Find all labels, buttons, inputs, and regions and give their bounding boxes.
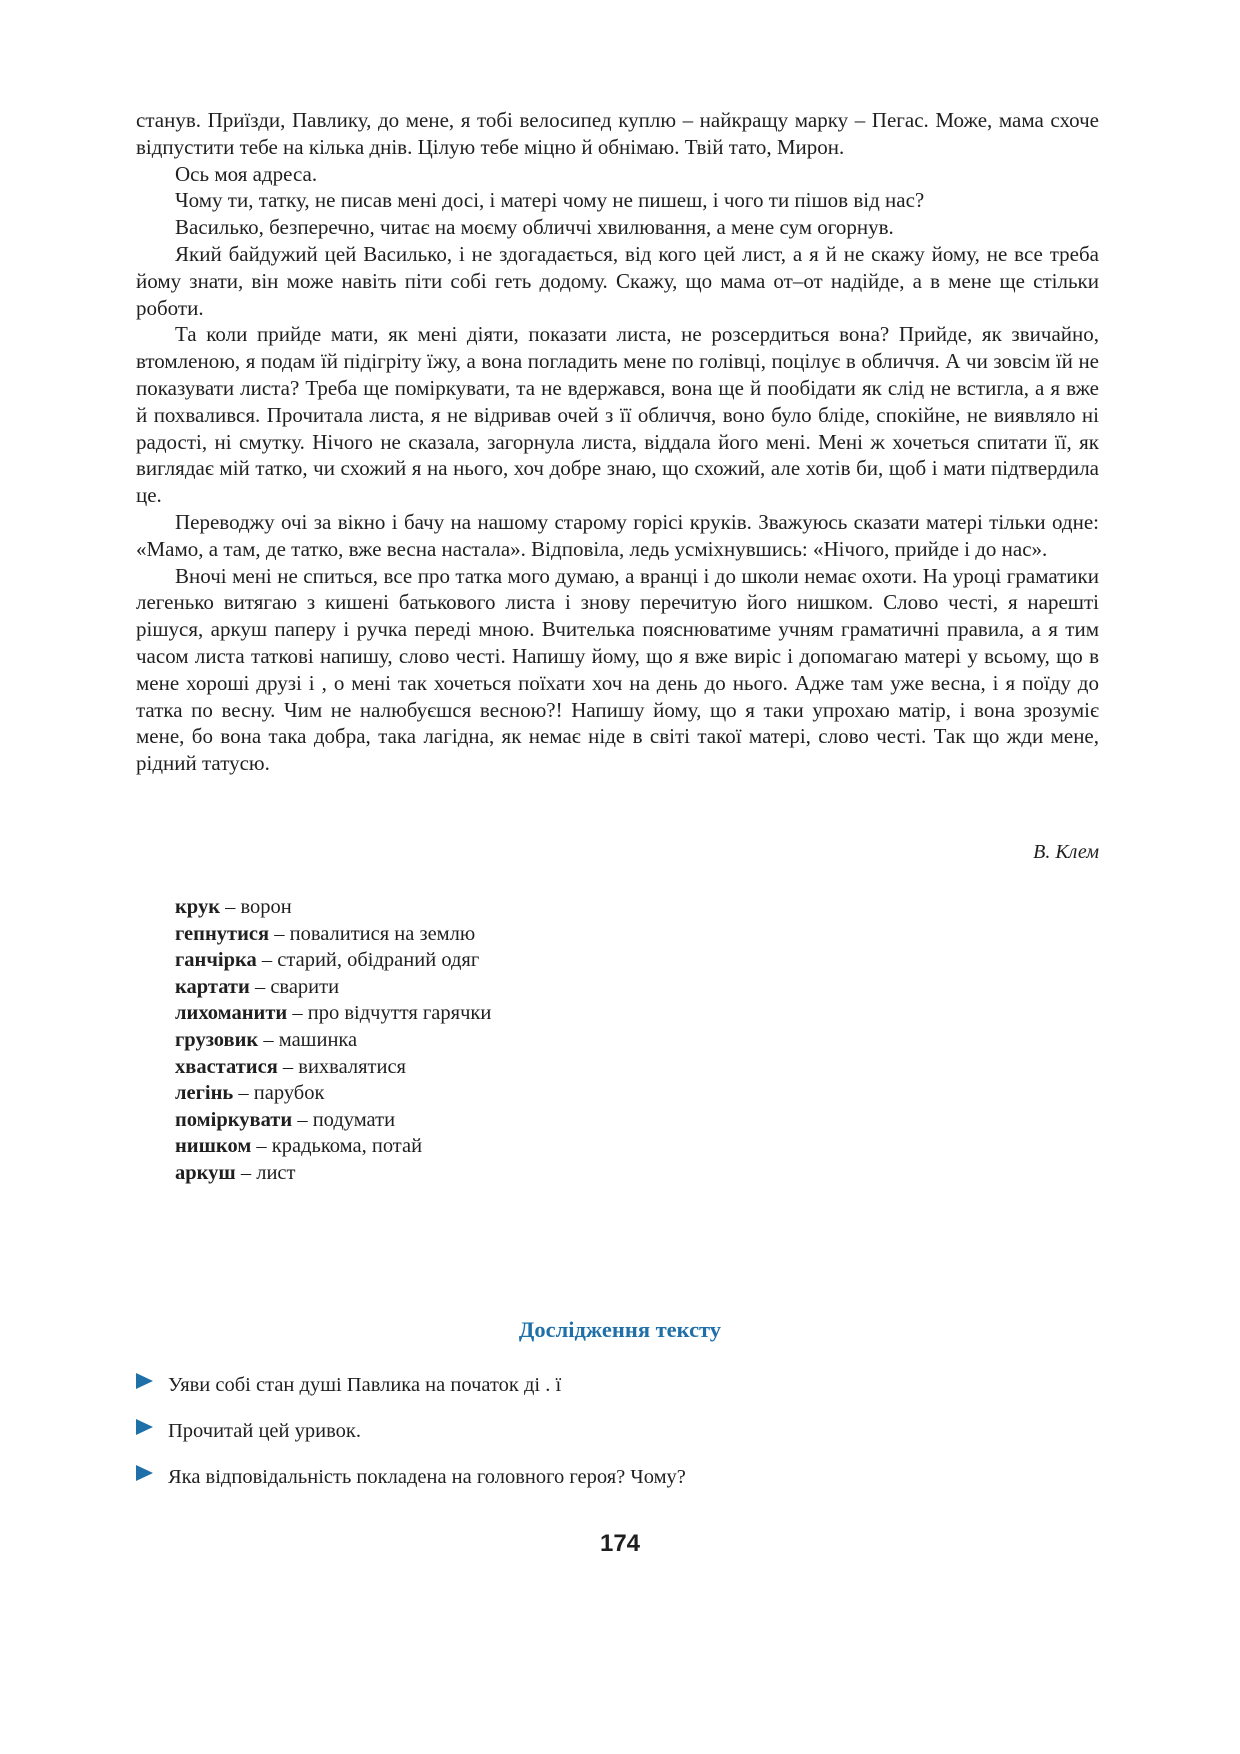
- author-signature: В. Клем: [1033, 841, 1099, 863]
- glossary-item: [175, 1027, 875, 1054]
- glossary-item: [175, 1133, 875, 1160]
- glossary-item: [175, 921, 875, 948]
- page-number: 174: [599, 1530, 641, 1557]
- glossary-item: [175, 947, 875, 974]
- glossary-term: картати: [175, 975, 250, 998]
- glossary-item: [175, 1160, 875, 1187]
- glossary-term: нишком: [175, 1135, 252, 1158]
- story-paragraph: Василько, безперечно, читає на моєму обличчі хвилювання, а мене сум огорнув.: [175, 215, 894, 240]
- task-item: [136, 1372, 1076, 1398]
- glossary-definition: – повалитися на землю: [269, 922, 476, 945]
- glossary-item: [175, 1080, 875, 1107]
- glossary-item: [175, 894, 875, 921]
- glossary-list: [175, 894, 875, 1187]
- glossary-term: гепнутися: [175, 922, 270, 945]
- glossary-definition: – вихвалятися: [277, 1055, 406, 1078]
- section-heading: Дослідження тексту: [518, 1317, 722, 1342]
- glossary-definition: – про відчуття гарячки: [287, 1002, 492, 1025]
- story-paragraph: Чому ти, татку, не писав мені досі, і матері чому не пишеш, і чого ти пішов від нас?: [175, 188, 925, 213]
- story-paragraph: Ось моя адреса.: [175, 161, 318, 186]
- story-paragraph: Вночі мені не спиться, все про татка мого думаю, а вранці і до школи немає охоти. На уроці граматики легенько витягаю з кишені батькового листа і знову перечитую його нишком. Слово честі, я нарешті рішуся, аркуш паперу і ручка переді мною. Вчителька пояснюватиме учням граматичні правила, а я тим часом листа таткові напишу, слово честі. Напишу йому, що я вже виріс і допомагаю матері у всьому, що в мене хороші друзі і , о мені так хочеться поїхати хоч на день до нього. Адже там уже весна, і я поїду до татка по весну. Чим не налюбуєшся весною?! Напишу йому, що я таки упрохаю матір, і вона зрозуміє мене, бо вона така добра, така лагідна, як немає ніде в світі такої матері, слово честі. Так що жди мене, рідний татусю.: [136, 563, 1099, 776]
- glossary-definition: – старий, обідраний одяг: [256, 949, 480, 972]
- story-paragraph: станув. Приїзди, Павлику, до мене, я тобі велосипед куплю – найкращу марку – Пегас. Може, мама схоче відпустити тебе на кілька днів. Цілую тебе міцно й обнімаю. Твій тато, Мирон.: [136, 108, 1099, 159]
- task-text: Прочитай цей уривок.: [168, 1420, 361, 1442]
- story-paragraph: Переводжу очі за вікно і бачу на нашому старому горісі круків. Зважуюсь сказати матері тільки одне: «Мамо, а там, де татко, вже весна настала». Відповіла, ледь усміхнувшись: «Нічого, прийде і до нас».: [136, 509, 1099, 561]
- glossary-term: грузовик: [175, 1028, 259, 1051]
- glossary-item: [175, 1054, 875, 1081]
- glossary-term: крук: [175, 896, 221, 918]
- glossary-definition: – ворон: [220, 896, 292, 918]
- glossary-definition: – машинка: [258, 1028, 358, 1051]
- glossary-item: [175, 974, 875, 1001]
- glossary-term: хвастатися: [175, 1055, 278, 1078]
- glossary-term: поміркувати: [175, 1108, 293, 1131]
- glossary-definition: – сварити: [249, 975, 340, 998]
- task-item: [136, 1464, 1076, 1490]
- glossary-term: легінь: [175, 1082, 234, 1105]
- glossary-definition: – парубок: [233, 1082, 325, 1105]
- triangle-right-icon: [136, 1465, 153, 1481]
- glossary-item: [175, 1000, 875, 1027]
- glossary-term: лихоманити: [175, 1002, 288, 1025]
- triangle-right-icon: [136, 1373, 153, 1389]
- task-text: Яка відповідальність покладена на головного героя? Чому?: [168, 1466, 686, 1488]
- task-text: Уяви собі стан душі Павлика на початок ді . ї: [168, 1374, 562, 1396]
- glossary-term: аркуш: [175, 1161, 236, 1184]
- story-paragraph: Та коли прийде мати, як мені діяти, показати листа, не розсердиться вона? Прийде, як звичайно, втомленою, я подам їй підігріту їжу, а вона погладить мене по голівці, поцілує в обличчя. А чи зовсім їй не показувати листа? Треба ще поміркувати, та не вдержався, вона ще й пообідати як слід не встигла, а я вже й похвалився. Прочитала листа, я не відривав очей з її обличчя, воно було бліде, спокійне, не виявляло ні радості, ні смутку. Нічого не сказала, загорнула листа, віддала його мені. Мені ж хочеться спитати її, як виглядає мій татко, чи схожий я на нього, хоч добре знаю, що схожий, але хотів би, щоб і мати підтвердила це.: [136, 322, 1099, 508]
- story-text: [136, 107, 1099, 777]
- triangle-right-icon: [136, 1419, 153, 1435]
- task-item: [136, 1418, 1076, 1444]
- glossary-item: [175, 1107, 875, 1134]
- glossary-definition: – крадькома, потай: [251, 1135, 423, 1158]
- glossary-definition: – подумати: [292, 1108, 396, 1131]
- glossary-term: ганчірка: [175, 949, 257, 972]
- glossary-definition: – лист: [235, 1161, 296, 1184]
- story-paragraph: Який байдужий цей Василько, і не здогадається, від кого цей лист, а я й не скажу йому, не все треба йому знати, він може навіть піти собі геть додому. Скажу, що мама от–от надійде, а в мене ще стільки роботи.: [136, 241, 1099, 320]
